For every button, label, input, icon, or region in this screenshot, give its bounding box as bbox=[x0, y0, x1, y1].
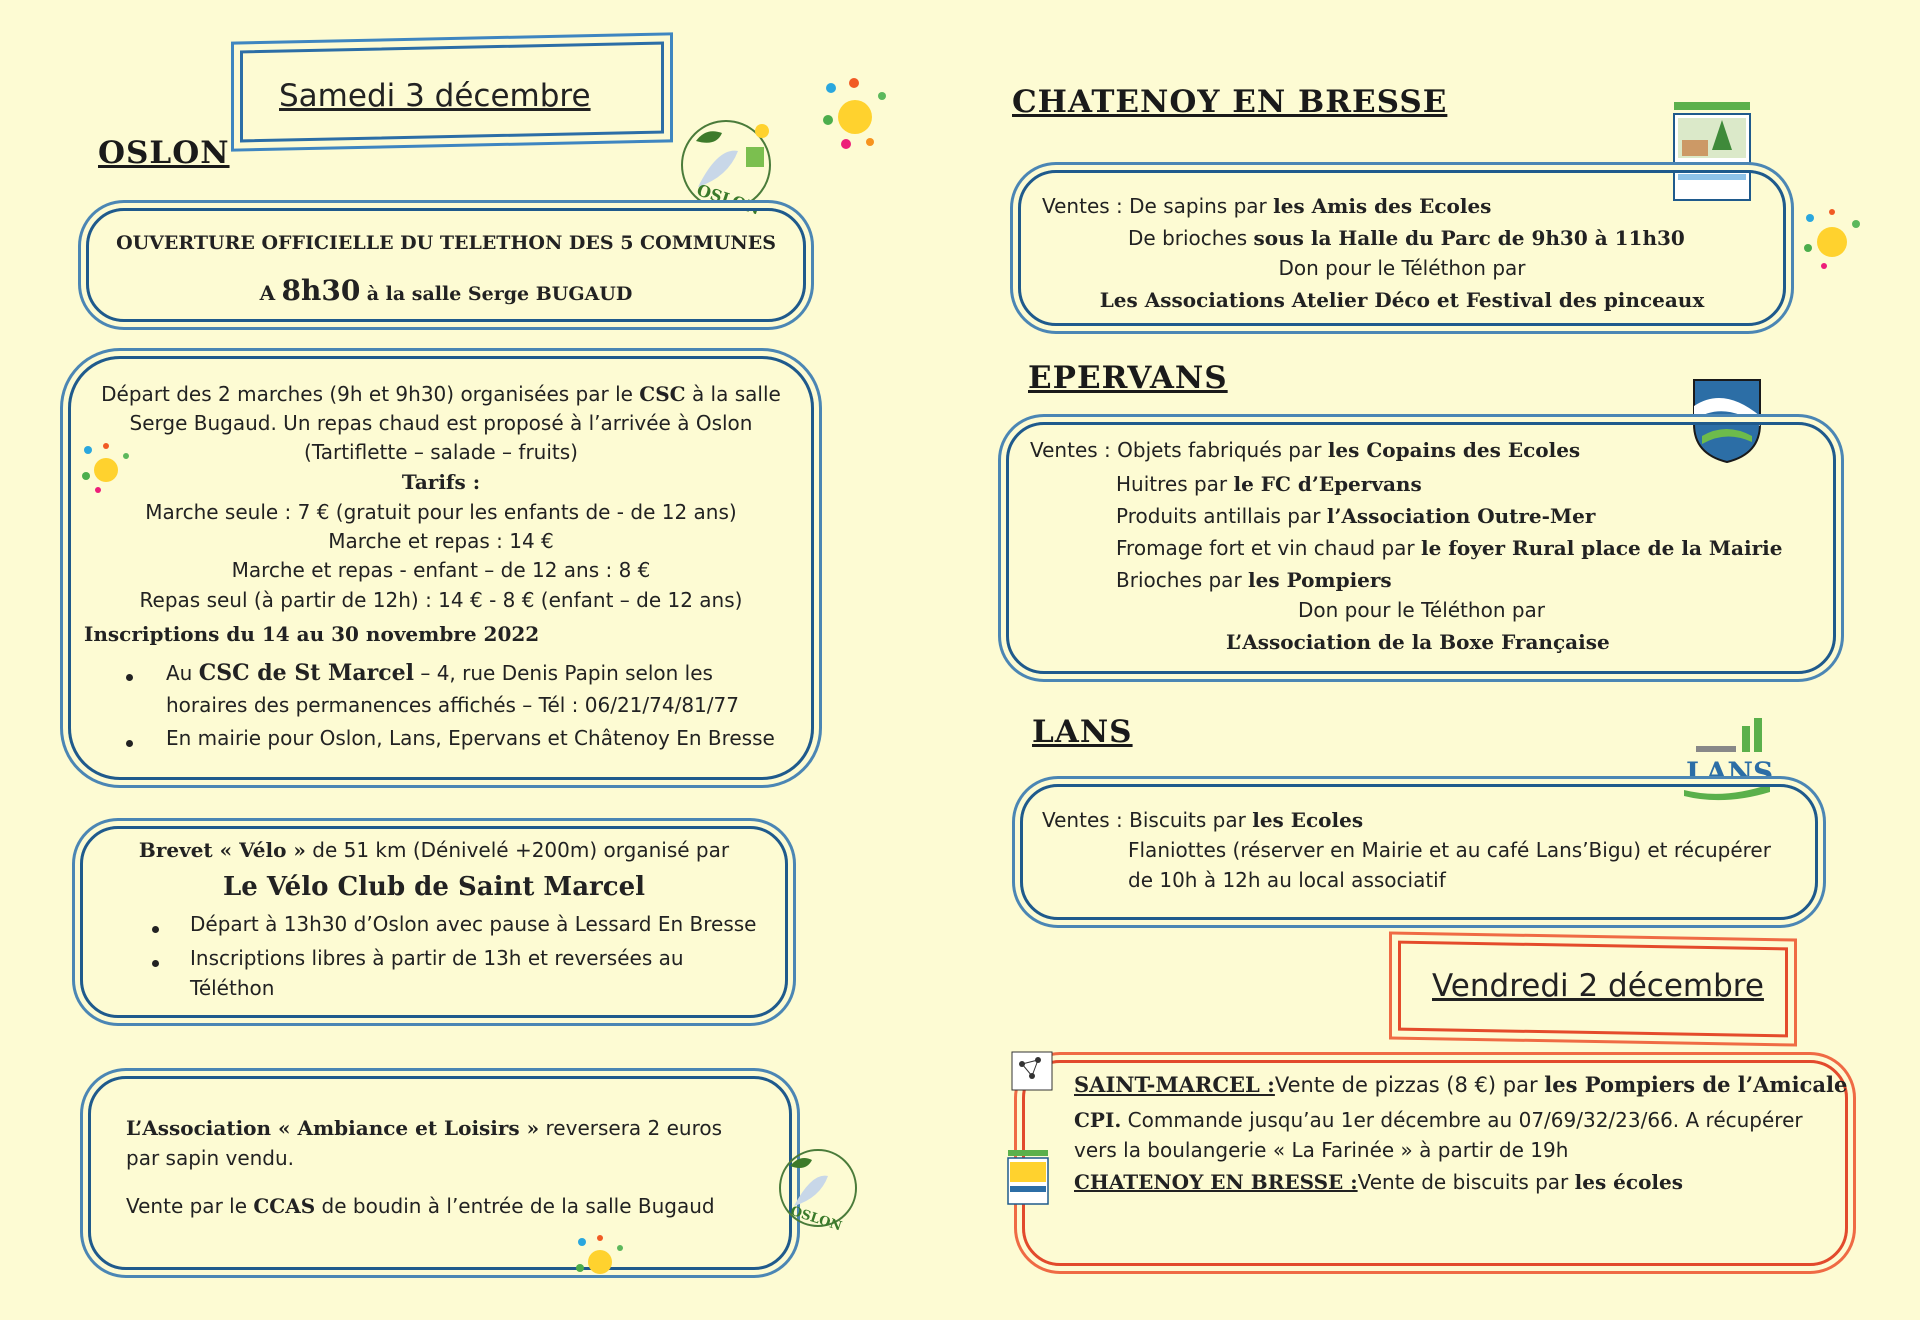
saint-marcel-logo bbox=[1010, 1050, 1054, 1092]
chatenoy-line-2: De brioches sous la Halle du Parc de 9h30 à 11h30 bbox=[1128, 226, 1685, 250]
svg-text:LANS: LANS bbox=[1686, 756, 1774, 789]
tarif-3: Marche et repas - enfant – de 12 ans : 8 € bbox=[231, 558, 651, 582]
saint-marcel-line-1: SAINT-MARCEL :Vente de pizzas (8 €) par les Pompiers de l’Amicale bbox=[1074, 1072, 1848, 1097]
ambiance-line-1: L’Association « Ambiance et Loisirs » reversera 2 euros bbox=[126, 1116, 723, 1140]
bullet bbox=[152, 960, 159, 967]
opening-line-2: A 8h30 à la salle Serge BUGAUD bbox=[259, 274, 633, 307]
bullet bbox=[126, 740, 133, 747]
sun-icon bbox=[1800, 208, 1864, 272]
epervans-line-7: L’Association de la Boxe Française bbox=[1226, 630, 1610, 654]
ccas-line: Vente par le CCAS de boudin à l’entrée de la salle Bugaud bbox=[126, 1194, 715, 1218]
oslon-logo bbox=[774, 1146, 866, 1232]
ambiance-line-2: par sapin vendu. bbox=[126, 1146, 295, 1170]
oslon-logo bbox=[676, 117, 786, 217]
chatenoy-line-4: Les Associations Atelier Déco et Festival des pinceaux bbox=[1099, 288, 1705, 312]
sun-icon bbox=[574, 1234, 626, 1286]
svg-text:OSLON: OSLON bbox=[788, 1203, 844, 1232]
saint-marcel-line-2: CPI. Commande jusqu’au 1er décembre au 07/69/32/23/66. A récupérer bbox=[1074, 1108, 1803, 1132]
section-title-lans: LANS bbox=[1032, 714, 1133, 750]
section-title-chatenoy: CHATENOY EN BRESSE bbox=[1012, 84, 1448, 120]
epervans-line-2: Huitres par le FC d’Epervans bbox=[1116, 472, 1422, 496]
epervans-line-3: Produits antillais par l’Association Outre-Mer bbox=[1116, 504, 1596, 528]
ambiance-box bbox=[88, 1076, 792, 1270]
lans-line-2: Flaniottes (réserver en Mairie et au café Lans’Bigu) et récupérer bbox=[1128, 838, 1771, 862]
opening-line-1: OUVERTURE OFFICIELLE DU TELETHON DES 5 COMMUNES bbox=[116, 232, 776, 254]
chatenoy-line-3: Don pour le Téléthon par bbox=[1278, 256, 1526, 280]
velo-item-2: Inscriptions libres à partir de 13h et reversées au bbox=[190, 946, 684, 970]
velo-item-1: Départ à 13h30 d’Oslon avec pause à Lessard En Bresse bbox=[190, 912, 757, 936]
velo-line-1: Brevet « Vélo » de 51 km (Dénivelé +200m) organisé par bbox=[138, 838, 730, 862]
lans-line-3: de 10h à 12h au local associatif bbox=[1128, 868, 1446, 892]
section-title-oslon: OSLON bbox=[98, 135, 230, 171]
velo-club-name: Le Vélo Club de Saint Marcel bbox=[223, 872, 645, 902]
section-title-epervans: EPERVANS bbox=[1028, 360, 1228, 396]
date-title-friday: Vendredi 2 décembre bbox=[1432, 968, 1764, 1004]
inscriptions-heading: Inscriptions du 14 au 30 novembre 2022 bbox=[84, 622, 540, 646]
epervans-line-5: Brioches par les Pompiers bbox=[1116, 568, 1392, 592]
walks-line-2: Serge Bugaud. Un repas chaud est proposé à l’arrivée à Oslon bbox=[129, 411, 753, 435]
tarifs-heading: Tarifs : bbox=[401, 470, 481, 494]
walks-line-3: (Tartiflette – salade – fruits) bbox=[304, 440, 578, 464]
sun-icon bbox=[818, 78, 892, 152]
date-title-saturday: Samedi 3 décembre bbox=[279, 78, 591, 114]
svg-text:OSLON: OSLON bbox=[694, 180, 763, 217]
epervans-line-6: Don pour le Téléthon par bbox=[1298, 598, 1546, 622]
lans-line-1: Ventes : Biscuits par les Ecoles bbox=[1042, 808, 1364, 832]
velo-item-2-cont: Téléthon bbox=[190, 976, 275, 1000]
chatenoy-friday-line: CHATENOY EN BRESSE :Vente de biscuits par les écoles bbox=[1074, 1170, 1684, 1194]
inscription-item-2: En mairie pour Oslon, Lans, Epervans et Châtenoy En Bresse bbox=[166, 726, 775, 750]
tarif-1: Marche seule : 7 € (gratuit pour les enfants de - de 12 ans) bbox=[145, 500, 737, 524]
inscription-item-1: Au CSC de St Marcel – 4, rue Denis Papin selon les bbox=[166, 660, 713, 686]
bullet bbox=[152, 926, 159, 933]
tarif-4: Repas seul (à partir de 12h) : 14 € - 8 € (enfant – de 12 ans) bbox=[139, 588, 743, 612]
epervans-line-4: Fromage fort et vin chaud par le foyer Rural place de la Mairie bbox=[1116, 536, 1783, 560]
tarif-2: Marche et repas : 14 € bbox=[328, 529, 554, 553]
walks-line-1: Départ des 2 marches (9h et 9h30) organisées par le CSC à la salle bbox=[101, 382, 781, 406]
chatenoy-line-1: Ventes : De sapins par les Amis des Ecoles bbox=[1042, 194, 1492, 218]
chatenoy-crest bbox=[1006, 1148, 1050, 1206]
saint-marcel-line-3: vers la boulangerie « La Farinée » à partir de 19h bbox=[1074, 1138, 1569, 1162]
inscription-item-1-cont: horaires des permanences affichés – Tél : 06/21/74/81/77 bbox=[166, 693, 739, 717]
bullet bbox=[126, 674, 133, 681]
epervans-line-1: Ventes : Objets fabriqués par les Copains des Ecoles bbox=[1030, 438, 1581, 462]
